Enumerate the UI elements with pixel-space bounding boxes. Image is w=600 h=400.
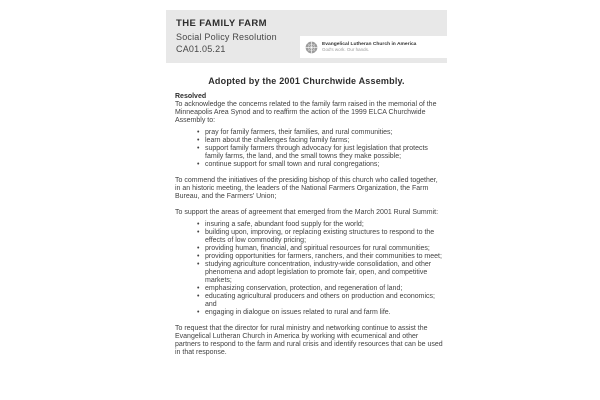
bullet-item: • providing human, financial, and spiritual resources for rural communities; [205, 245, 443, 253]
bullet-item: • pray for family farmers, their families, and rural communities; [205, 129, 443, 137]
elca-logo [300, 36, 447, 58]
bullet-item: • support family farmers through advocacy for just legislation that protects family farms, the land, and the small towns they make possible; [205, 145, 443, 161]
document-number: CA01.05.21 [176, 44, 226, 54]
logo-text-block [322, 41, 437, 54]
document-header [166, 10, 447, 63]
bullet-item: • emphasizing conservation, protection, and regeneration of land; [205, 285, 443, 293]
bullet-item: • engaging in dialogue on issues related to rural and farm life. [205, 309, 443, 317]
logo-tagline: God's work. Our hands. [322, 48, 370, 53]
elca-globe-icon [305, 41, 318, 54]
bullet-item: • providing opportunities for farmers, ranchers, and their communities to meet; [205, 253, 443, 261]
bullet-item: • studying agriculture concentration, industry-wide consolidation, and other phenomena and adopt legislation to promote fair, open, and competitive markets; [205, 261, 443, 285]
bullet-list [175, 221, 443, 317]
doc-body [166, 93, 447, 357]
section-heading: Resolved [175, 93, 207, 100]
bullet-item: • learn about the challenges facing family farms; [205, 137, 443, 145]
bullet-list [175, 129, 443, 169]
document-title: THE FAMILY FARM [176, 18, 267, 29]
bullet-item: • educating agricultural producers and others on production and economics; and [205, 293, 443, 309]
bullet-item: • insuring a safe, abundant food supply for the world; [205, 221, 443, 229]
paragraph: To acknowledge the concerns related to the family farm raised in the memorial of the Minneapolis Area Synod and to reaffirm the action of the 1999 ELCA Churchwide Assembly to: [175, 101, 437, 124]
logo-org-name: Evangelical Lutheran Church in America [322, 41, 417, 47]
paragraph: To request that the director for rural ministry and networking continue to assist the Evangelical Lutheran Church in America by working with ecumenical and other partners to respond to the farm and rural crisis and identify resources that can be used in that response. [175, 325, 443, 356]
adoption-title: Adopted by the 2001 Churchwide Assembly. [208, 76, 405, 86]
paragraph: To support the areas of agreement that emerged from the March 2001 Rural Summit: [175, 209, 439, 216]
paragraph: To commend the initiatives of the presiding bishop of this church who called together, in an historic meeting, the leaders of the National Farmers Organization, the Farm Bureau, and the Farmers' Union; [175, 177, 438, 200]
document-subtitle: Social Policy Resolution [176, 31, 277, 42]
document-page [166, 0, 447, 357]
bullet-item: • continue support for small town and rural congregations; [205, 161, 443, 169]
bullet-item: • building upon, improving, or replacing existing structures to respond to the effects of low commodity pricing; [205, 229, 443, 245]
